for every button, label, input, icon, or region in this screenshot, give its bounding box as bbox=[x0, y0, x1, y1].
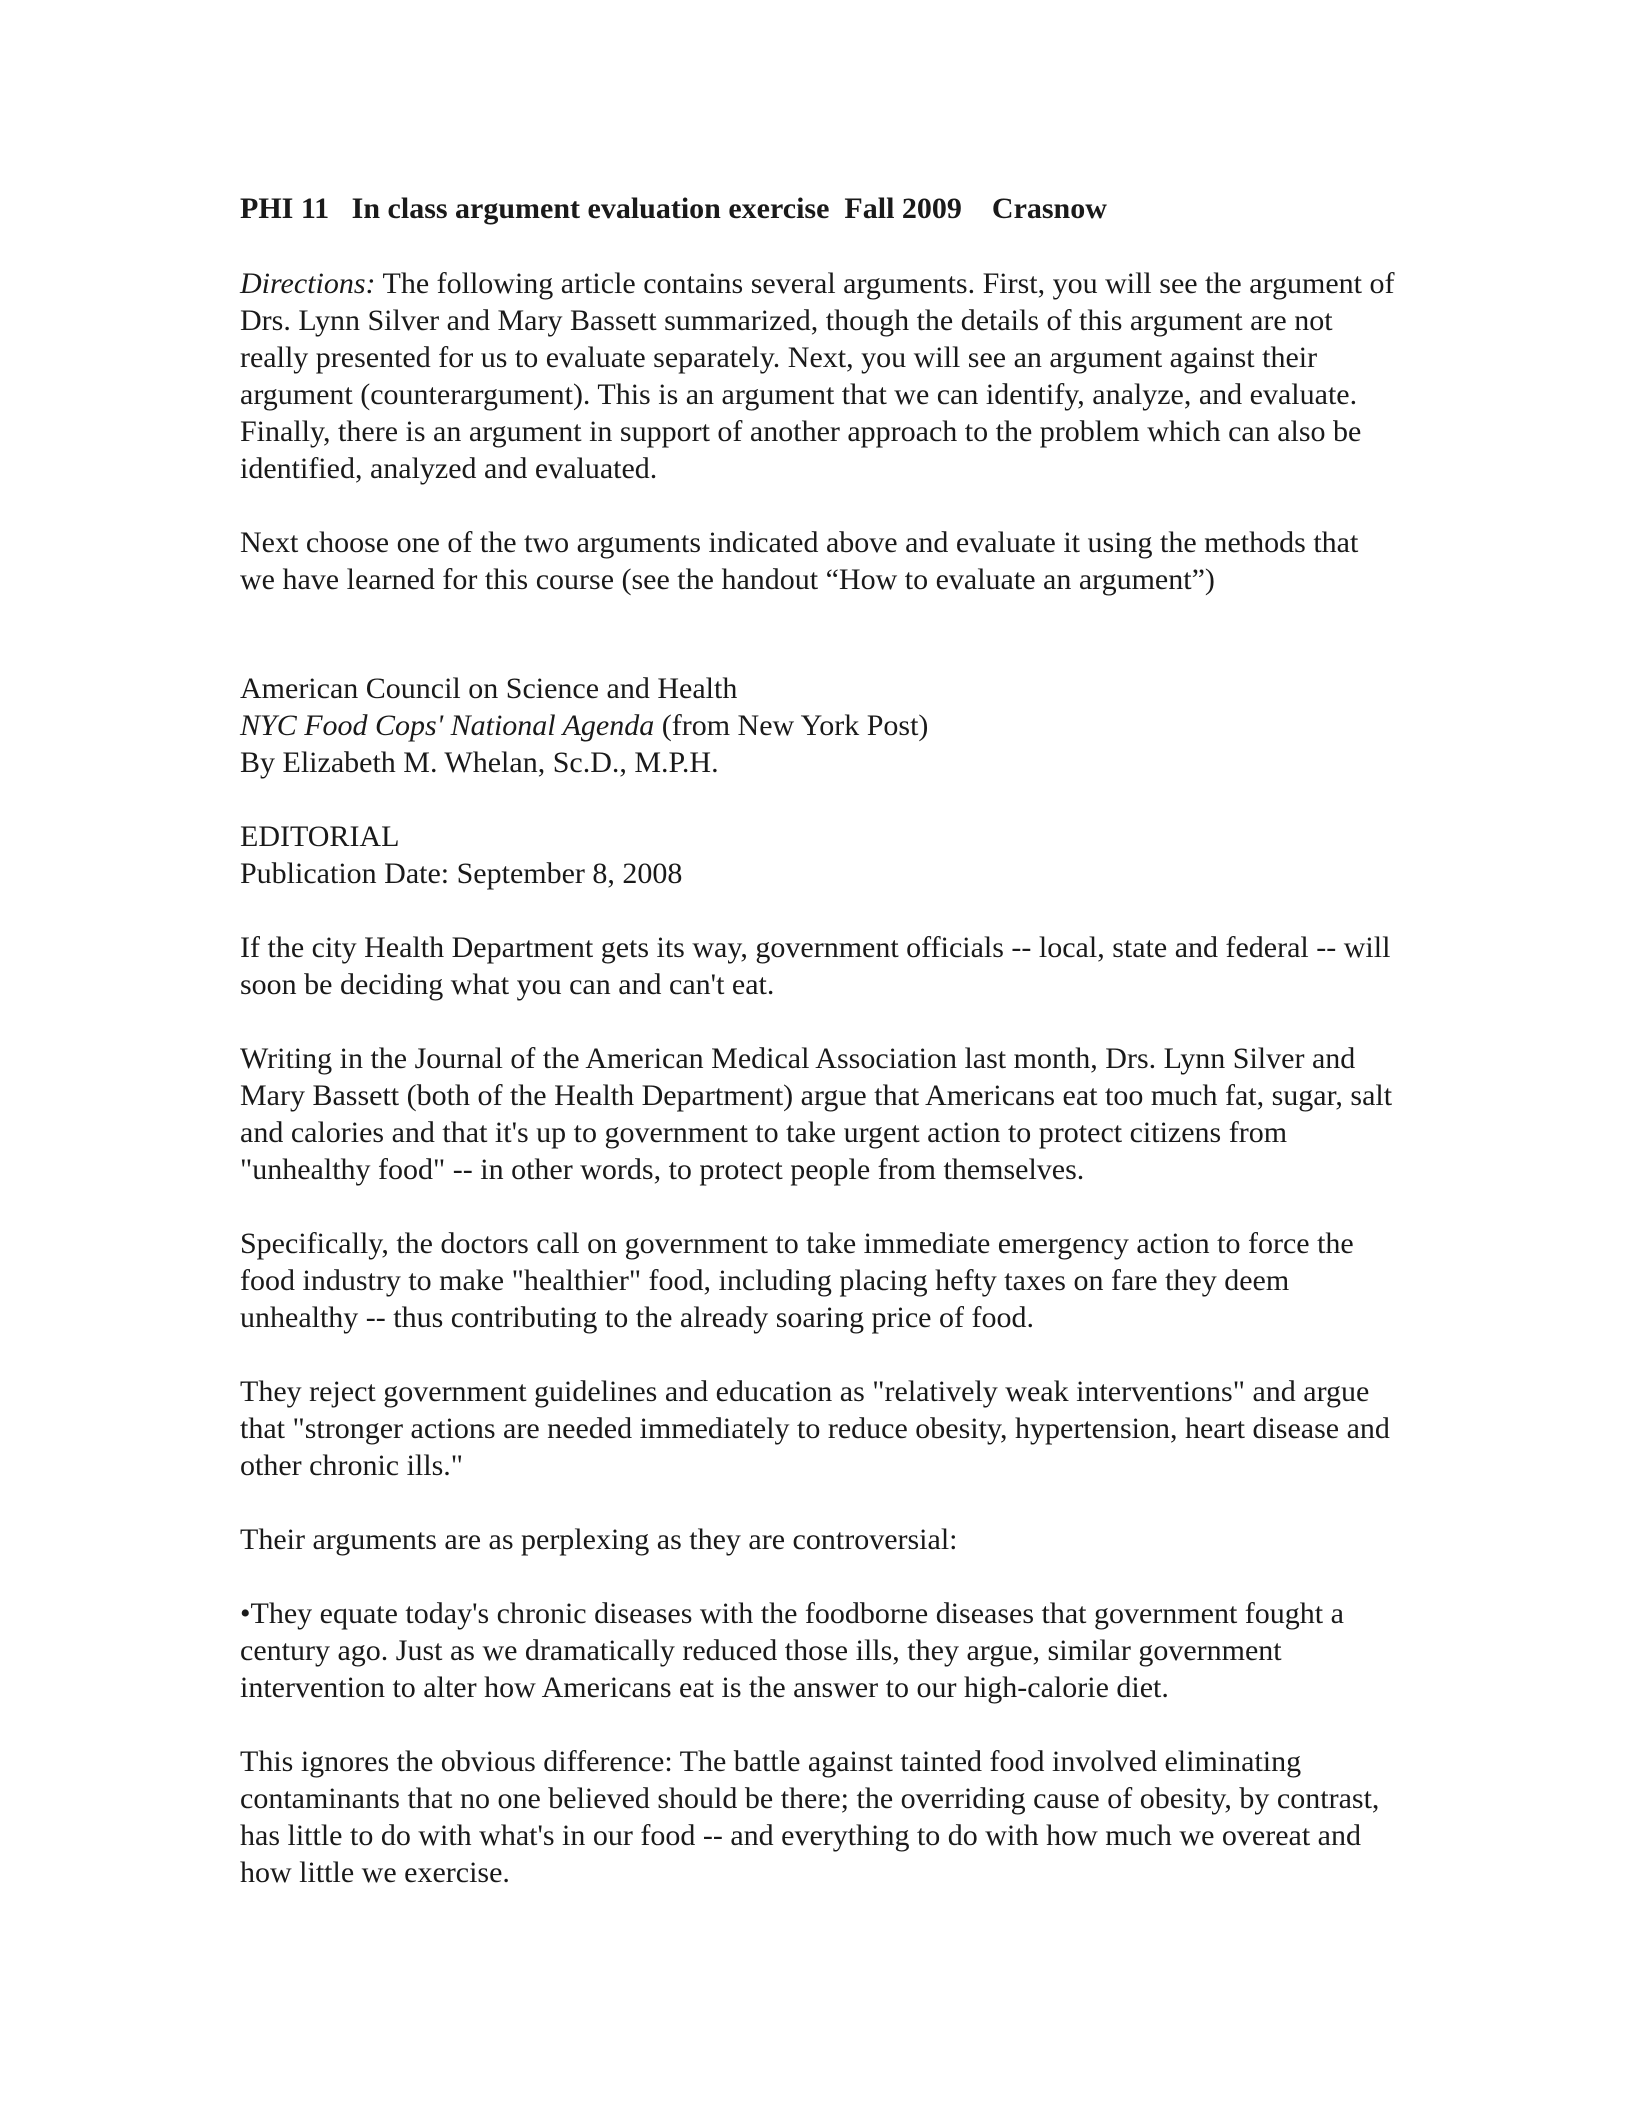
article-paragraph: This ignores the obvious difference: The battle against tainted food involved eliminating contaminants that no one believed should be there; the overriding cause of obesity, by contrast, has little to do with what's in our food -- and everything to do with how much we overeat and how little we exercise. bbox=[240, 1745, 1380, 1889]
directions-label: Directions: bbox=[240, 267, 376, 300]
article-paragraph: Writing in the Journal of the American Medical Association last month, Drs. Lynn Silver and Mary Bassett (both of the Health Department) argue that Americans eat too much fat, sugar, salt and calories and that it's up to government to take urgent action to protect citizens from "unhealthy food" -- in other words, to protect people from themselves. bbox=[240, 1042, 1393, 1186]
article-paragraph: Their arguments are as perplexing as they are controversial: bbox=[240, 1523, 958, 1556]
article-section: EDITORIAL bbox=[240, 820, 400, 853]
article-title-line bbox=[240, 707, 1400, 744]
instructions-paragraph: Next choose one of the two arguments indicated above and evaluate it using the methods that we have learned for this course (see the handout “How to evaluate an argument”) bbox=[240, 526, 1359, 596]
article-title: NYC Food Cops' National Agenda bbox=[240, 709, 655, 742]
spacer bbox=[240, 598, 1400, 670]
publication-date: Publication Date: September 8, 2008 bbox=[240, 857, 683, 890]
article-byline: By Elizabeth M. Whelan, Sc.D., M.P.H. bbox=[240, 746, 719, 779]
directions-text: The following article contains several arguments. First, you will see the argument of Drs. Lynn Silver and Mary Bassett summarized, though the details of this argument are not really presented for us to evaluate separately. Next, you will see an argument against their argument (counterargument). This is an argument that we can identify, analyze, and evaluate. Finally, there is an argument in support of another approach to the problem which can also be identified, analyzed and evaluated. bbox=[240, 267, 1395, 485]
article-paragraph: Specifically, the doctors call on government to take immediate emergency action to force the food industry to make "healthier" food, including placing hefty taxes on fare they deem unhealthy -- thus contributing to the already soaring price of food. bbox=[240, 1227, 1354, 1334]
article-meta bbox=[240, 818, 1400, 892]
article-paragraph: They reject government guidelines and education as "relatively weak interventions" and argue that "stronger actions are needed immediately to reduce obesity, hypertension, heart disease and other chronic ills." bbox=[240, 1375, 1390, 1482]
page-title: PHI 11 In class argument evaluation exercise Fall 2009 Crasnow bbox=[240, 192, 1107, 225]
article-header bbox=[240, 670, 1400, 781]
directions-paragraph bbox=[240, 265, 1400, 487]
document-page bbox=[240, 190, 1400, 1928]
article-title-suffix: (from New York Post) bbox=[654, 709, 929, 742]
article-paragraph: If the city Health Department gets its way, government officials -- local, state and federal -- will soon be deciding what you can and can't eat. bbox=[240, 931, 1391, 1001]
bullet-paragraph: •They equate today's chronic diseases with the foodborne diseases that government fought a century ago. Just as we dramatically reduced those ills, they argue, similar government intervention to alter how Americans eat is the answer to our high-calorie diet. bbox=[240, 1597, 1344, 1704]
article-source: American Council on Science and Health bbox=[240, 672, 738, 705]
